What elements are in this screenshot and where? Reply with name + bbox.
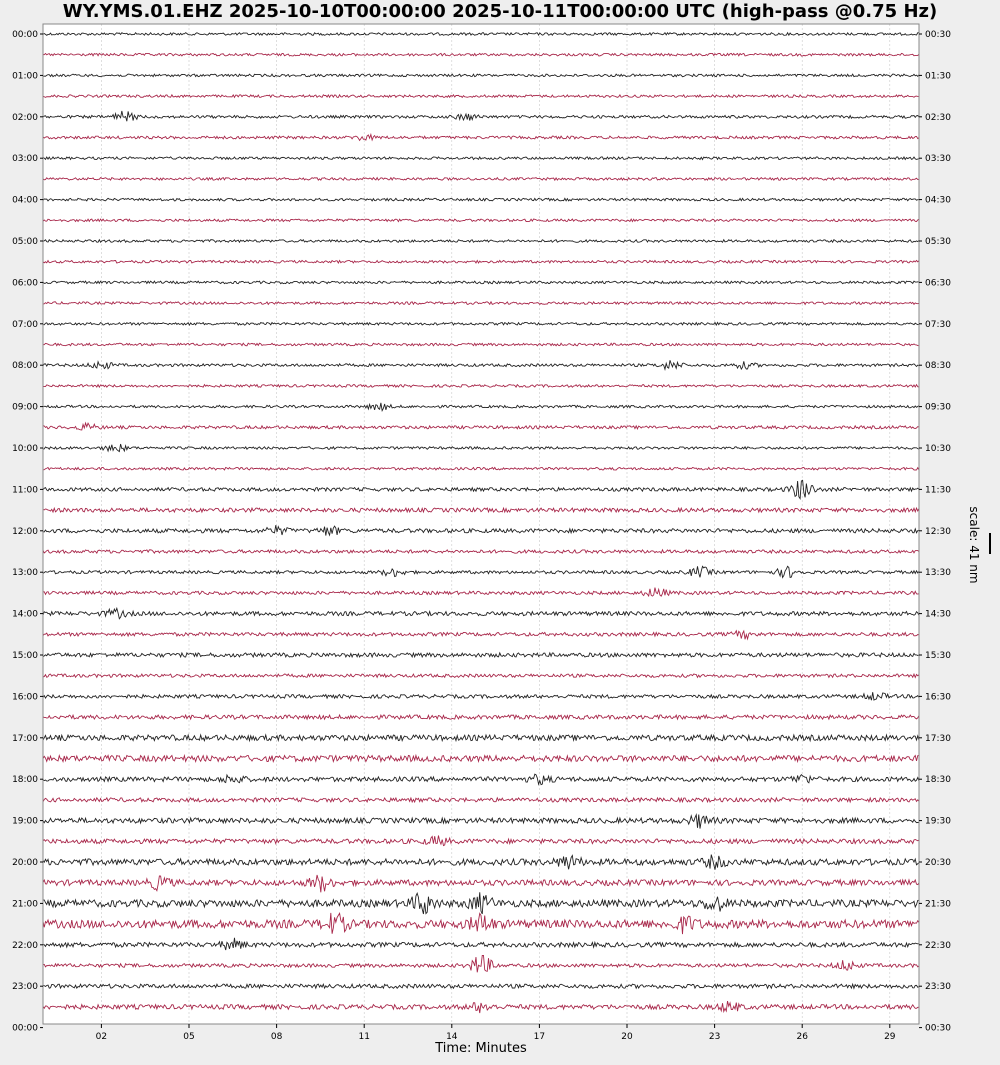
trace-8 bbox=[43, 198, 919, 201]
x-tick-label: 14 bbox=[446, 1032, 458, 1042]
trace-27 bbox=[43, 588, 919, 596]
right-time-label: 00:30 bbox=[925, 1023, 951, 1034]
left-time-label: 05:00 bbox=[12, 237, 38, 247]
trace-21 bbox=[43, 467, 919, 470]
x-tick-label: 05 bbox=[183, 1032, 195, 1042]
left-time-label: 09:00 bbox=[12, 402, 38, 413]
x-tick-label: 17 bbox=[533, 1032, 546, 1042]
scale-label: scale: 41 nm bbox=[967, 506, 981, 584]
right-time-label: 12:30 bbox=[925, 526, 951, 537]
x-tick-label: 23 bbox=[708, 1032, 721, 1042]
trace-46 bbox=[43, 984, 919, 988]
right-time-label: 17:30 bbox=[925, 733, 951, 744]
trace-19 bbox=[43, 423, 919, 430]
trace-28 bbox=[43, 608, 919, 618]
trace-40 bbox=[43, 855, 919, 870]
trace-43 bbox=[43, 913, 919, 934]
left-time-label: 11:00 bbox=[12, 485, 38, 496]
left-time-label: 19:00 bbox=[12, 816, 38, 827]
right-time-label: 02:30 bbox=[925, 112, 951, 123]
trace-0 bbox=[43, 33, 919, 36]
trace-30 bbox=[43, 653, 919, 657]
right-time-label: 13:30 bbox=[925, 568, 951, 579]
left-time-label: 08:00 bbox=[12, 361, 38, 372]
left-time-label: 16:00 bbox=[12, 692, 38, 703]
left-time-label: 02:00 bbox=[12, 112, 38, 123]
plot-frame bbox=[43, 24, 919, 1024]
trace-24 bbox=[43, 525, 919, 535]
x-tick-label: 11 bbox=[358, 1032, 370, 1042]
trace-6 bbox=[43, 157, 919, 160]
trace-36 bbox=[43, 774, 919, 784]
left-time-label: 00:00 bbox=[12, 30, 38, 40]
x-tick-label: 26 bbox=[796, 1032, 808, 1042]
left-time-label: 00:00 bbox=[12, 1023, 38, 1034]
trace-35 bbox=[43, 755, 919, 761]
right-time-label: 03:30 bbox=[925, 154, 951, 165]
left-time-label: 03:00 bbox=[12, 154, 38, 165]
trace-37 bbox=[43, 798, 919, 802]
trace-13 bbox=[43, 302, 919, 305]
trace-42 bbox=[43, 892, 919, 914]
left-time-label: 10:00 bbox=[12, 444, 38, 454]
trace-25 bbox=[43, 550, 919, 553]
left-time-label: 20:00 bbox=[12, 858, 38, 868]
left-time-label: 12:00 bbox=[12, 526, 38, 537]
trace-26 bbox=[43, 566, 919, 577]
right-time-label: 21:30 bbox=[925, 899, 951, 910]
trace-38 bbox=[43, 815, 919, 829]
trace-34 bbox=[43, 735, 919, 741]
trace-31 bbox=[43, 674, 919, 677]
right-time-label: 01:30 bbox=[925, 71, 951, 82]
chart-title: WY.YMS.01.EHZ 2025-10-10T00:00:00 2025-10-11T00:00:00 UTC (high-pass @0.75 Hz) bbox=[62, 1, 938, 22]
trace-44 bbox=[43, 938, 919, 950]
left-time-label: 18:00 bbox=[12, 775, 38, 786]
trace-4 bbox=[43, 111, 919, 121]
trace-33 bbox=[43, 715, 919, 719]
left-time-label: 01:00 bbox=[12, 71, 38, 82]
left-time-label: 17:00 bbox=[12, 733, 38, 744]
trace-45 bbox=[43, 955, 919, 972]
right-time-label: 04:30 bbox=[925, 195, 951, 206]
trace-1 bbox=[43, 53, 919, 56]
right-time-label: 14:30 bbox=[925, 609, 951, 620]
trace-41 bbox=[43, 875, 919, 892]
left-time-label: 14:00 bbox=[12, 609, 38, 620]
trace-32 bbox=[43, 692, 919, 700]
right-time-label: 15:30 bbox=[925, 651, 951, 661]
trace-12 bbox=[43, 281, 919, 284]
right-time-label: 18:30 bbox=[925, 775, 951, 786]
trace-2 bbox=[43, 74, 919, 77]
right-time-label: 20:30 bbox=[925, 858, 951, 868]
right-time-label: 22:30 bbox=[925, 940, 951, 951]
right-time-label: 16:30 bbox=[925, 692, 951, 703]
left-time-label: 15:00 bbox=[12, 651, 38, 661]
right-time-label: 05:30 bbox=[925, 237, 951, 247]
x-tick-label: 02 bbox=[95, 1032, 108, 1042]
trace-15 bbox=[43, 343, 919, 346]
trace-14 bbox=[43, 323, 919, 326]
x-tick-label: 20 bbox=[621, 1032, 633, 1042]
trace-47 bbox=[43, 1001, 919, 1013]
right-time-label: 19:30 bbox=[925, 816, 951, 827]
right-time-label: 06:30 bbox=[925, 278, 951, 289]
trace-7 bbox=[43, 178, 919, 181]
right-time-label: 10:30 bbox=[925, 444, 951, 454]
trace-3 bbox=[43, 95, 919, 98]
x-tick-label: 08 bbox=[270, 1032, 283, 1042]
trace-20 bbox=[43, 444, 919, 452]
right-time-label: 00:30 bbox=[925, 30, 951, 40]
left-time-label: 07:00 bbox=[12, 319, 38, 330]
trace-39 bbox=[43, 836, 919, 846]
trace-18 bbox=[43, 403, 919, 411]
trace-29 bbox=[43, 631, 919, 639]
left-time-label: 06:00 bbox=[12, 278, 38, 289]
trace-17 bbox=[43, 385, 919, 388]
right-time-label: 08:30 bbox=[925, 361, 951, 372]
trace-9 bbox=[43, 219, 919, 222]
left-time-label: 04:00 bbox=[12, 195, 38, 206]
right-time-label: 09:30 bbox=[925, 402, 951, 413]
x-axis-label: Time: Minutes bbox=[435, 1041, 527, 1056]
trace-10 bbox=[43, 240, 919, 243]
x-tick-label: 29 bbox=[884, 1032, 896, 1042]
left-time-label: 22:00 bbox=[12, 940, 38, 951]
trace-23 bbox=[43, 508, 919, 512]
trace-22 bbox=[43, 480, 919, 498]
right-time-label: 07:30 bbox=[925, 319, 951, 330]
scale-bar bbox=[989, 533, 991, 554]
trace-5 bbox=[43, 135, 919, 141]
left-time-label: 23:00 bbox=[12, 982, 38, 993]
right-time-label: 11:30 bbox=[925, 485, 951, 496]
left-time-label: 13:00 bbox=[12, 568, 38, 579]
trace-11 bbox=[43, 260, 919, 263]
trace-16 bbox=[43, 360, 919, 369]
left-time-label: 21:00 bbox=[12, 899, 38, 910]
right-time-label: 23:30 bbox=[925, 982, 951, 993]
